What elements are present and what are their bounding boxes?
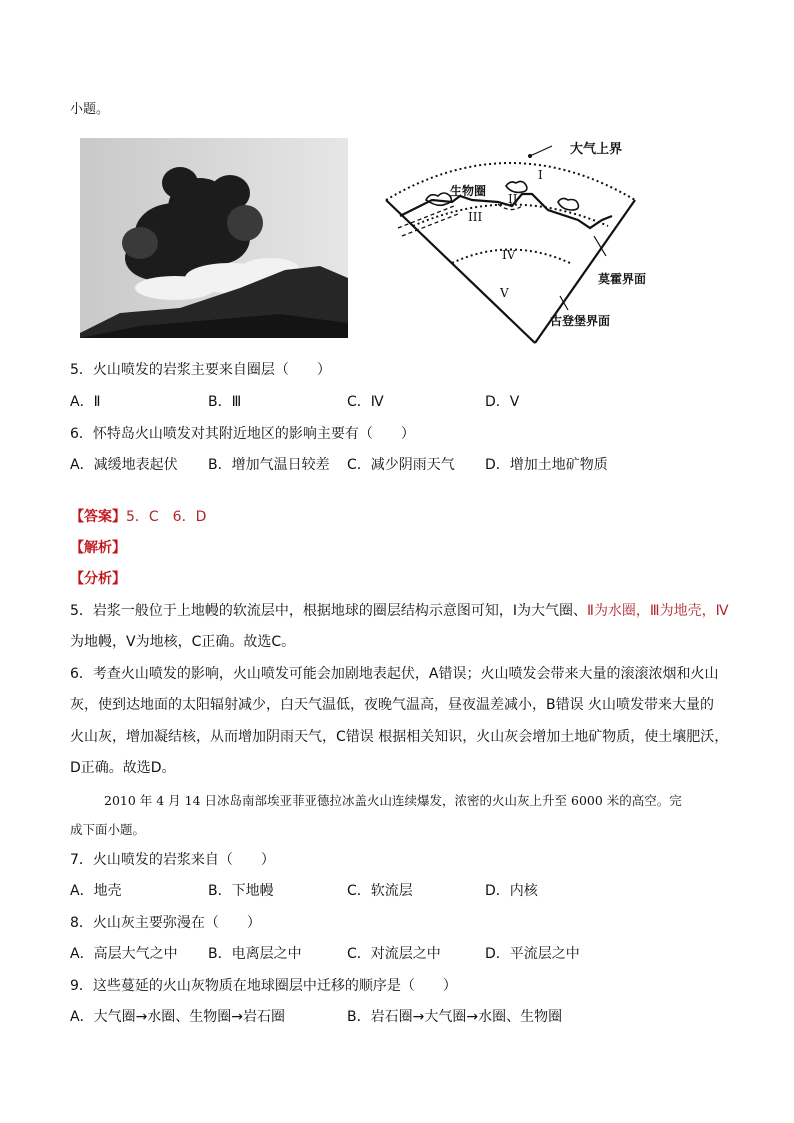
layer-label-v: V xyxy=(500,286,509,300)
layer-label-i: I xyxy=(538,168,543,182)
answer-tag: 【答案】 xyxy=(70,509,126,525)
earth-layers-graphic xyxy=(380,128,670,348)
analysis-tag: 【解析】 xyxy=(70,540,126,556)
earth-layers-diagram xyxy=(380,128,670,348)
q6-stem: 6．怀特岛火山喷发对其附近地区的影响主要有（ ） xyxy=(70,426,415,442)
q8-option-a: A．高层大气之中 xyxy=(70,946,178,962)
gutenberg-label: 古登堡界面 xyxy=(550,314,611,328)
q7-stem: 7．火山喷发的岩浆来自（ ） xyxy=(70,852,275,868)
q5-option-b: B．Ⅲ xyxy=(208,394,242,410)
q8-option-b: B．电离层之中 xyxy=(208,946,302,962)
explain5-line1 xyxy=(70,601,729,621)
q6-option-a: A．减缓地表起伏 xyxy=(70,457,178,473)
q7-option-c: C．软流层 xyxy=(347,883,413,899)
explain6-line2: 灰，使到达地面的太阳辐射减少，白天气温低，夜晚气温高，昼夜温差减小，B错误 火山喷发带来大量的 xyxy=(70,697,715,713)
answer-text: 5．C 6．D xyxy=(126,509,207,525)
q6-option-c: C．减少阴雨天气 xyxy=(347,457,455,473)
intro-line1: 2010 年 4 月 14 日冰岛南部埃亚菲亚德拉冰盖火山连续爆发，浓密的火山灰上升至 6000 米的高空。完 xyxy=(104,793,682,808)
q7-option-b: B．下地幔 xyxy=(208,883,274,899)
explain5-part1: 5．岩浆一般位于上地幔的软流层中，根据地球的圈层结构示意图可知，Ⅰ为大气圈、 xyxy=(70,603,588,619)
intro-line2: 成下面小题。 xyxy=(70,822,146,837)
q9-option-b: B．岩石圈→大气圈→水圈、生物圈 xyxy=(347,1009,563,1025)
q8-option-c: C．对流层之中 xyxy=(347,946,441,962)
moho-label: 莫霍界面 xyxy=(598,272,647,286)
fenxi-tag: 【分析】 xyxy=(70,571,126,587)
layer-label-ii: II xyxy=(508,192,518,206)
layer-label-iv: IV xyxy=(502,248,516,262)
q7-option-a: A．地壳 xyxy=(70,883,122,899)
q5-option-a: A．Ⅱ xyxy=(70,394,101,410)
layer-label-iii: III xyxy=(468,210,483,224)
q8-stem: 8．火山灰主要弥漫在（ ） xyxy=(70,915,261,931)
q9-option-a: A．大气圈→水圈、生物圈→岩石圈 xyxy=(70,1009,286,1025)
q6-option-d: D．增加土地矿物质 xyxy=(485,457,608,473)
q5-option-c: C．Ⅳ xyxy=(347,394,384,410)
answer-line xyxy=(70,507,206,527)
explain6-line3: 火山灰，增加凝结核，从而增加阴雨天气，C错误 根据相关知识，火山灰会增加土地矿物质，使土壤肥沃， xyxy=(70,729,729,745)
explain5-line2: 为地幔，Ⅴ为地核，C正确。故选C。 xyxy=(70,634,296,650)
q8-option-d: D．平流层之中 xyxy=(485,946,580,962)
q5-option-d: D．Ⅴ xyxy=(485,394,520,410)
q9-stem: 9．这些蔓延的火山灰物质在地球圈层中迁移的顺序是（ ） xyxy=(70,978,457,994)
explain6-line1: 6．考查火山喷发的影响，火山喷发可能会加剧地表起伏，A错误；火山喷发会带来大量的滚滚浓烟和火山 xyxy=(70,666,719,682)
q7-option-d: D．内核 xyxy=(485,883,538,899)
biosphere-label: 生物圈 xyxy=(450,184,487,198)
volcano-eruption-photo xyxy=(80,138,348,338)
q6-option-b: B．增加气温日较差 xyxy=(208,457,330,473)
q5-stem: 5．火山喷发的岩浆主要来自圈层（ ） xyxy=(70,362,331,378)
upper-atmosphere-label: 大气上界 xyxy=(570,142,623,157)
volcano-photo-graphic xyxy=(80,138,348,338)
header-fragment: 小题。 xyxy=(70,102,110,117)
explain5-part2: Ⅱ为水圈，Ⅲ为地壳，Ⅳ xyxy=(587,603,729,619)
explain6-line4: D正确。故选D。 xyxy=(70,760,176,776)
